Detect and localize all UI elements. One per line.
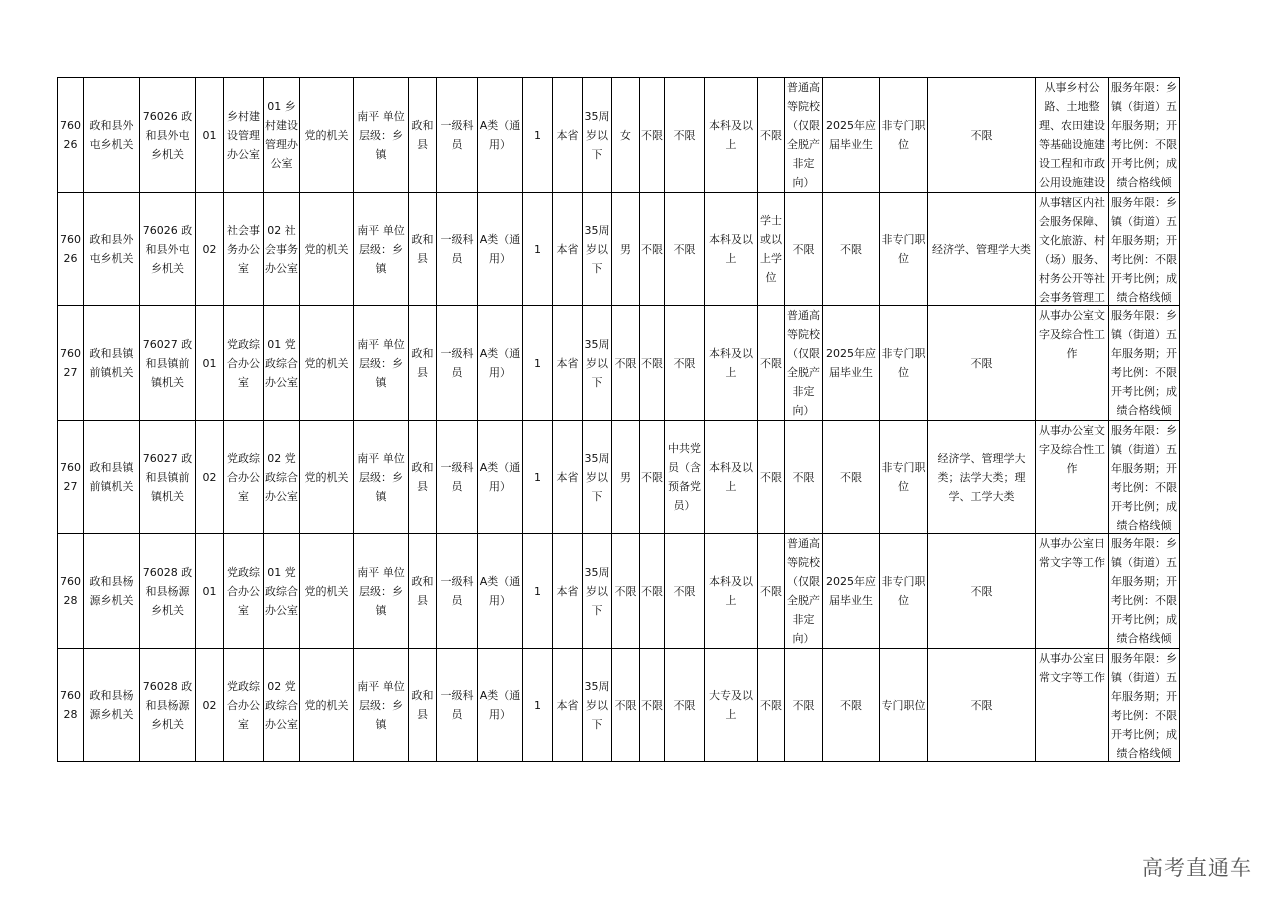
organ-type-cell: 党的机关 — [300, 306, 354, 421]
notes-cell: 服务年限：乡镇（街道）五年服务期；开考比例：不限开考比例；成绩合格线倾 — [1109, 649, 1180, 762]
graduate-requirement-cell: 不限 — [823, 649, 880, 762]
age-cell: 35周岁以下 — [583, 193, 612, 306]
job-code-cell: 76027 — [58, 306, 84, 421]
position-name-cell: 02 党政综合办公室 — [264, 421, 300, 534]
school-type-cell: 普通高等院校（仅限全脱产非定向） — [785, 78, 823, 193]
age-cell: 35周岁以下 — [583, 649, 612, 762]
exam-category-cell: A类（通用） — [478, 534, 523, 649]
education-cell: 本科及以上 — [705, 421, 758, 534]
education-cell: 本科及以上 — [705, 534, 758, 649]
county-cell: 政和县 — [409, 306, 437, 421]
duty-description-cell: 从事办公室文字及综合性工作 — [1036, 421, 1109, 534]
job-code-cell: 76026 — [58, 193, 84, 306]
education-cell: 本科及以上 — [705, 193, 758, 306]
employer-unit-cell: 76028 政和县杨源乡机关 — [140, 649, 196, 762]
gender-cell: 不限 — [612, 306, 640, 421]
gender-cell: 男 — [612, 421, 640, 534]
school-type-cell: 普通高等院校（仅限全脱产非定向） — [785, 534, 823, 649]
unit-level-cell: 南平 单位层级：乡镇 — [354, 306, 409, 421]
exam-category-cell: A类（通用） — [478, 306, 523, 421]
region-cell: 本省 — [553, 306, 583, 421]
organization-cell: 政和县镇前镇机关 — [84, 421, 140, 534]
department-cell: 党政综合办公室 — [224, 306, 264, 421]
degree-cell: 不限 — [758, 534, 785, 649]
job-code-cell: 76026 — [58, 78, 84, 193]
political-status-cell: 不限 — [665, 306, 705, 421]
hiring-count-cell: 1 — [523, 193, 553, 306]
political-status-cell: 不限 — [665, 649, 705, 762]
exam-category-cell: A类（通用） — [478, 193, 523, 306]
unit-number-cell: 01 — [196, 306, 224, 421]
position-name-cell: 01 党政综合办公室 — [264, 534, 300, 649]
rank-cell: 一级科员 — [437, 534, 478, 649]
notes-cell: 服务年限：乡镇（街道）五年服务期；开考比例：不限开考比例；成绩合格线倾 — [1109, 193, 1180, 306]
notes-cell: 服务年限：乡镇（街道）五年服务期；开考比例：不限开考比例；成绩合格线倾 — [1109, 78, 1180, 193]
major-cell: 经济学、管理学大类 — [928, 193, 1036, 306]
department-cell: 乡村建设管理办公室 — [224, 78, 264, 193]
region-cell: 本省 — [553, 649, 583, 762]
position-name-cell: 02 党政综合办公室 — [264, 649, 300, 762]
graduate-requirement-cell: 2025年应届毕业生 — [823, 306, 880, 421]
watermark-text: 高考直通车 — [1142, 856, 1252, 880]
position-type-cell: 非专门职位 — [880, 193, 928, 306]
position-type-cell: 非专门职位 — [880, 306, 928, 421]
position-name-cell: 01 党政综合办公室 — [264, 306, 300, 421]
table-row — [58, 534, 1180, 649]
ethnicity-cell: 不限 — [640, 193, 665, 306]
position-name-cell: 01 乡村建设管理办公室 — [264, 78, 300, 193]
political-status-cell: 中共党员（含预备党员） — [665, 421, 705, 534]
organization-cell: 政和县外屯乡机关 — [84, 193, 140, 306]
unit-number-cell: 01 — [196, 78, 224, 193]
hiring-count-cell: 1 — [523, 78, 553, 193]
notes-cell: 服务年限：乡镇（街道）五年服务期；开考比例：不限开考比例；成绩合格线倾 — [1109, 306, 1180, 421]
rank-cell: 一级科员 — [437, 306, 478, 421]
unit-number-cell: 02 — [196, 193, 224, 306]
degree-cell: 不限 — [758, 421, 785, 534]
position-name-cell: 02 社会事务办公室 — [264, 193, 300, 306]
notes-cell: 服务年限：乡镇（街道）五年服务期；开考比例：不限开考比例；成绩合格线倾 — [1109, 421, 1180, 534]
duty-description-cell: 从事办公室日常文字等工作 — [1036, 649, 1109, 762]
department-cell: 党政综合办公室 — [224, 534, 264, 649]
unit-level-cell: 南平 单位层级：乡镇 — [354, 78, 409, 193]
age-cell: 35周岁以下 — [583, 306, 612, 421]
ethnicity-cell: 不限 — [640, 649, 665, 762]
position-type-cell: 专门职位 — [880, 649, 928, 762]
school-type-cell: 不限 — [785, 193, 823, 306]
graduate-requirement-cell: 2025年应届毕业生 — [823, 534, 880, 649]
region-cell: 本省 — [553, 78, 583, 193]
duty-description-cell: 从事辖区内社会服务保障、文化旅游、村（场）服务、村务公开等社会事务管理工 — [1036, 193, 1109, 306]
department-cell: 党政综合办公室 — [224, 649, 264, 762]
region-cell: 本省 — [553, 534, 583, 649]
department-cell: 党政综合办公室 — [224, 421, 264, 534]
county-cell: 政和县 — [409, 534, 437, 649]
exam-category-cell: A类（通用） — [478, 78, 523, 193]
gender-cell: 不限 — [612, 534, 640, 649]
duty-description-cell: 从事乡村公路、土地整理、农田建设等基础设施建设工程和市政公用设施建设 — [1036, 78, 1109, 193]
unit-number-cell: 02 — [196, 421, 224, 534]
education-cell: 大专及以上 — [705, 649, 758, 762]
table-row — [58, 649, 1180, 762]
school-type-cell: 不限 — [785, 421, 823, 534]
job-code-cell: 76028 — [58, 649, 84, 762]
hiring-count-cell: 1 — [523, 649, 553, 762]
employer-unit-cell: 76028 政和县杨源乡机关 — [140, 534, 196, 649]
age-cell: 35周岁以下 — [583, 421, 612, 534]
gender-cell: 男 — [612, 193, 640, 306]
region-cell: 本省 — [553, 193, 583, 306]
rank-cell: 一级科员 — [437, 193, 478, 306]
rank-cell: 一级科员 — [437, 421, 478, 534]
employer-unit-cell: 76027 政和县镇前镇机关 — [140, 421, 196, 534]
hiring-count-cell: 1 — [523, 306, 553, 421]
unit-level-cell: 南平 单位层级：乡镇 — [354, 193, 409, 306]
graduate-requirement-cell: 2025年应届毕业生 — [823, 78, 880, 193]
employer-unit-cell: 76026 政和县外屯乡机关 — [140, 78, 196, 193]
political-status-cell: 不限 — [665, 193, 705, 306]
duty-description-cell: 从事办公室文字及综合性工作 — [1036, 306, 1109, 421]
organ-type-cell: 党的机关 — [300, 534, 354, 649]
rank-cell: 一级科员 — [437, 78, 478, 193]
major-cell: 不限 — [928, 534, 1036, 649]
ethnicity-cell: 不限 — [640, 78, 665, 193]
job-code-cell: 76028 — [58, 534, 84, 649]
organization-cell: 政和县杨源乡机关 — [84, 649, 140, 762]
department-cell: 社会事务办公室 — [224, 193, 264, 306]
organ-type-cell: 党的机关 — [300, 78, 354, 193]
hiring-count-cell: 1 — [523, 421, 553, 534]
unit-number-cell: 01 — [196, 534, 224, 649]
ethnicity-cell: 不限 — [640, 421, 665, 534]
duty-description-cell: 从事办公室日常文字等工作 — [1036, 534, 1109, 649]
county-cell: 政和县 — [409, 649, 437, 762]
rank-cell: 一级科员 — [437, 649, 478, 762]
recruitment-table — [57, 77, 1180, 762]
hiring-count-cell: 1 — [523, 534, 553, 649]
major-cell: 不限 — [928, 649, 1036, 762]
graduate-requirement-cell: 不限 — [823, 193, 880, 306]
education-cell: 本科及以上 — [705, 78, 758, 193]
exam-category-cell: A类（通用） — [478, 649, 523, 762]
political-status-cell: 不限 — [665, 534, 705, 649]
school-type-cell: 普通高等院校（仅限全脱产非定向） — [785, 306, 823, 421]
major-cell: 经济学、管理学大类；法学大类；理学、工学大类 — [928, 421, 1036, 534]
unit-level-cell: 南平 单位层级：乡镇 — [354, 649, 409, 762]
notes-cell: 服务年限：乡镇（街道）五年服务期；开考比例：不限开考比例；成绩合格线倾 — [1109, 534, 1180, 649]
employer-unit-cell: 76026 政和县外屯乡机关 — [140, 193, 196, 306]
table-row — [58, 193, 1180, 306]
political-status-cell: 不限 — [665, 78, 705, 193]
exam-category-cell: A类（通用） — [478, 421, 523, 534]
ethnicity-cell: 不限 — [640, 306, 665, 421]
education-cell: 本科及以上 — [705, 306, 758, 421]
graduate-requirement-cell: 不限 — [823, 421, 880, 534]
degree-cell: 不限 — [758, 306, 785, 421]
ethnicity-cell: 不限 — [640, 534, 665, 649]
employer-unit-cell: 76027 政和县镇前镇机关 — [140, 306, 196, 421]
school-type-cell: 不限 — [785, 649, 823, 762]
job-code-cell: 76027 — [58, 421, 84, 534]
gender-cell: 女 — [612, 78, 640, 193]
degree-cell: 不限 — [758, 649, 785, 762]
table-row — [58, 78, 1180, 193]
position-type-cell: 非专门职位 — [880, 421, 928, 534]
major-cell: 不限 — [928, 306, 1036, 421]
county-cell: 政和县 — [409, 78, 437, 193]
position-type-cell: 非专门职位 — [880, 534, 928, 649]
unit-number-cell: 02 — [196, 649, 224, 762]
organization-cell: 政和县外屯乡机关 — [84, 78, 140, 193]
major-cell: 不限 — [928, 78, 1036, 193]
degree-cell: 学士或以上学位 — [758, 193, 785, 306]
position-type-cell: 非专门职位 — [880, 78, 928, 193]
gender-cell: 不限 — [612, 649, 640, 762]
table-row — [58, 421, 1180, 534]
age-cell: 35周岁以下 — [583, 78, 612, 193]
unit-level-cell: 南平 单位层级：乡镇 — [354, 421, 409, 534]
unit-level-cell: 南平 单位层级：乡镇 — [354, 534, 409, 649]
county-cell: 政和县 — [409, 421, 437, 534]
county-cell: 政和县 — [409, 193, 437, 306]
region-cell: 本省 — [553, 421, 583, 534]
degree-cell: 不限 — [758, 78, 785, 193]
age-cell: 35周岁以下 — [583, 534, 612, 649]
organ-type-cell: 党的机关 — [300, 421, 354, 534]
table-row — [58, 306, 1180, 421]
organ-type-cell: 党的机关 — [300, 649, 354, 762]
organization-cell: 政和县杨源乡机关 — [84, 534, 140, 649]
organ-type-cell: 党的机关 — [300, 193, 354, 306]
organization-cell: 政和县镇前镇机关 — [84, 306, 140, 421]
